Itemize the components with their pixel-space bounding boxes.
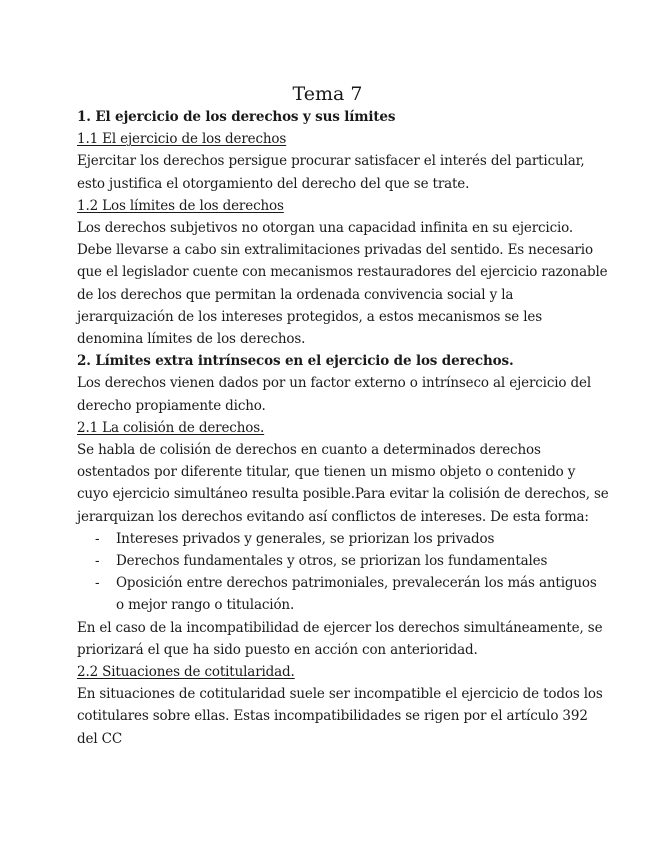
section-2-1-paragraph	[77, 439, 637, 528]
bullet-list	[77, 528, 637, 617]
section-1-2-paragraph	[77, 217, 637, 350]
text-line: que el legislador cuente con mecanismos restauradores del ejercicio razonable	[77, 264, 608, 281]
list-item	[77, 528, 637, 550]
text-line: denomina límites de los derechos.	[77, 331, 306, 348]
section-2-2-heading: 2.2 Situaciones de cotitularidad.	[77, 664, 295, 681]
text-line: Intereses privados y generales, se priorizan los privados	[116, 530, 495, 547]
text-line: del CC	[77, 730, 122, 747]
section-2-1-heading: 2.1 La colisión de derechos.	[77, 419, 265, 436]
text-line: cotitulares sobre ellas. Estas incompatibilidades se rigen por el artículo 392	[77, 708, 588, 725]
bullet-dash: -	[95, 553, 100, 570]
section-2-2-paragraph	[77, 683, 637, 750]
text-line: Derechos fundamentales y otros, se priorizan los fundamentales	[116, 553, 548, 570]
section-1-2-heading: 1.2 Los límites de los derechos	[77, 197, 284, 214]
bullet-dash: -	[95, 575, 100, 592]
text-line: de los derechos que permitan la ordenada convivencia social y la	[77, 286, 514, 303]
list-item	[77, 550, 637, 572]
text-line: jerarquización de los intereses protegidos, a estos mecanismos se les	[77, 308, 543, 325]
text-line: priorizará el que ha sido puesto en acción con anterioridad.	[77, 641, 478, 658]
section-2-paragraph	[77, 372, 637, 416]
list-item	[77, 572, 637, 616]
text-line: Debe llevarse a cabo sin extralimitaciones privadas del sentido. Es necesario	[77, 242, 593, 259]
text-line: En el caso de la incompatibilidad de ejercer los derechos simultáneamente, se	[77, 619, 603, 636]
text-line: Los derechos vienen dados por un factor externo o intrínseco al ejercicio del	[77, 375, 592, 392]
text-line: Oposición entre derechos patrimoniales, prevalecerán los más antiguos	[116, 575, 597, 592]
section-1-1-paragraph	[77, 150, 637, 194]
text-line: derecho propiamente dicho.	[77, 397, 266, 414]
document-body	[77, 106, 637, 750]
section-2-1-closing-paragraph	[77, 617, 637, 661]
text-line: Ejercitar los derechos persigue procurar satisfacer el interés del particular,	[77, 153, 585, 170]
text-line: ostentados por diferente titular, que tienen un mismo objeto o contenido y	[77, 464, 576, 481]
text-line: Se habla de colisión de derechos en cuanto a determinados derechos	[77, 442, 541, 459]
text-line: jerarquizan los derechos evitando así conflictos de intereses. De esta forma:	[77, 508, 589, 525]
text-line: Los derechos subjetivos no otorgan una capacidad infinita en su ejercicio.	[77, 220, 574, 237]
text-line: cuyo ejercicio simultáneo resulta posible.Para evitar la colisión de derechos, se	[77, 486, 609, 503]
section-1-1-heading: 1.1 El ejercicio de los derechos	[77, 131, 287, 148]
section-2-heading: 2. Límites extra intrínsecos en el ejercicio de los derechos.	[77, 353, 514, 370]
bullet-dash: -	[95, 530, 100, 547]
section-1-heading: 1. El ejercicio de los derechos y sus límites	[77, 109, 396, 125]
text-line: En situaciones de cotitularidad suele ser incompatible el ejercicio de todos los	[77, 686, 603, 703]
text-line: o mejor rango o titulación.	[116, 597, 295, 614]
page-title: Tema 7	[292, 83, 363, 105]
text-line: esto justifica el otorgamiento del derecho del que se trate.	[77, 175, 470, 192]
